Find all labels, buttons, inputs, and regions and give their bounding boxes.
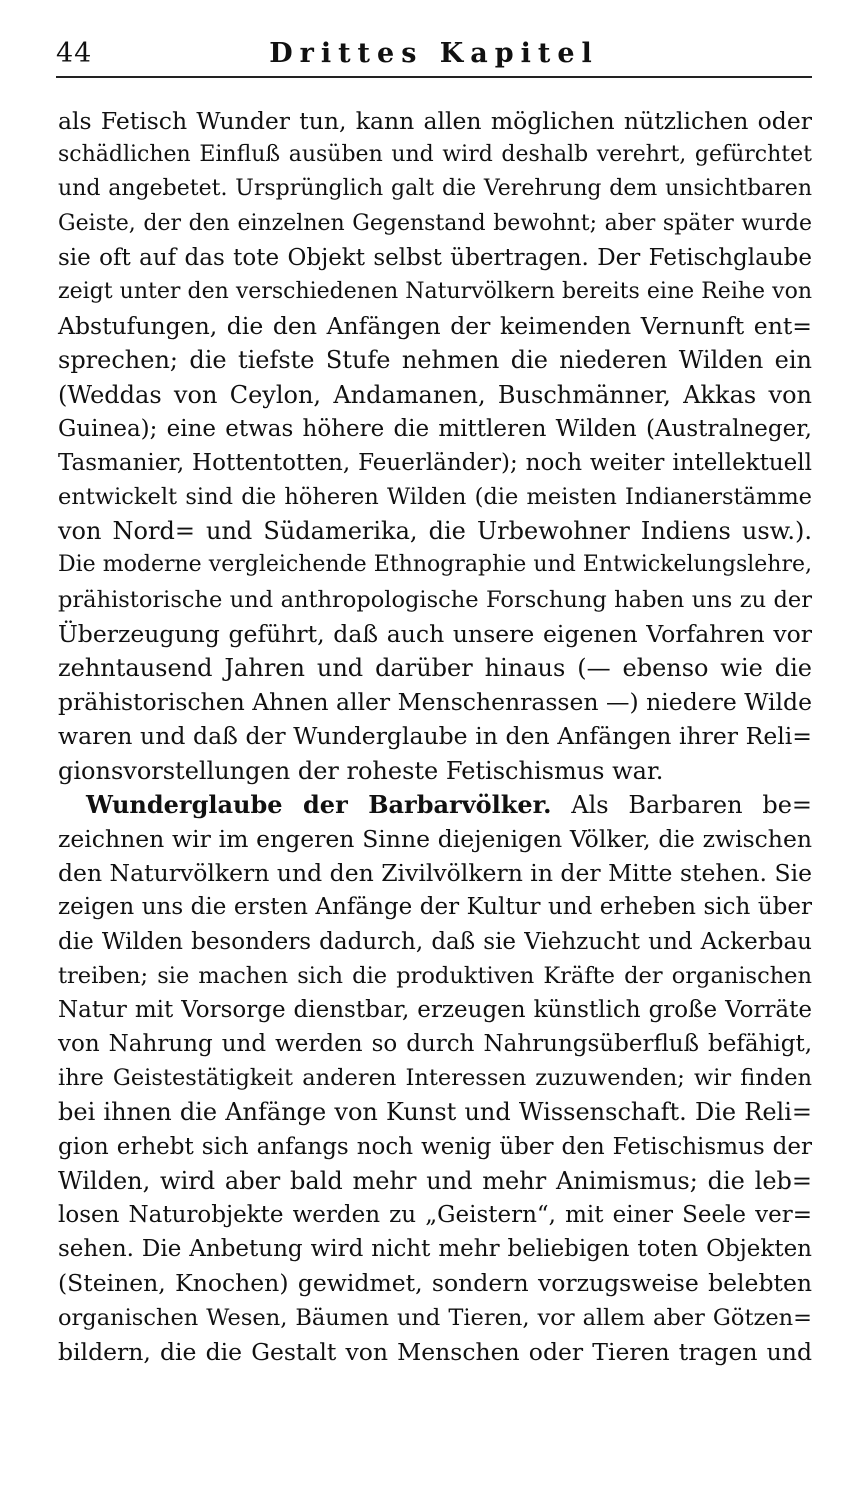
text-line: Natur mit Vorsorge dienstbar, erzeugen künstlich große Vorräte — [58, 996, 812, 1023]
text-line: die Wilden besonders dadurch, daß sie Viehzucht und Ackerbau — [58, 928, 812, 955]
text-line: prähistorische und anthropologische Forschung haben uns zu der — [58, 586, 812, 613]
text-line: Überzeugung geführt, daß auch unsere eigenen Vorfahren vor — [58, 619, 812, 648]
text-line: waren und daß der Wunderglaube in den Anfängen ihrer Reli= — [58, 722, 812, 751]
page-header — [56, 34, 812, 74]
text-line: gionsvorstellungen der roheste Fetischismus war. — [58, 756, 664, 785]
text-line: (Weddas von Ceylon, Andamanen, Buschmänner, Akkas von — [58, 380, 812, 409]
text-line: von Nord= und Südamerika, die Urbewohner Indiens usw.). — [58, 517, 812, 546]
section-heading-continuation: Als Barbaren be= — [571, 790, 813, 819]
text-line: Die moderne vergleichende Ethnographie und Entwickelungslehre, — [58, 552, 812, 578]
text-line: den Naturvölkern und den Zivilvölkern in der Mitte stehen. Sie — [58, 859, 812, 888]
text-line: von Nahrung und werden so durch Nahrungsüberfluß befähigt, — [58, 1031, 812, 1058]
section-heading: Wunderglaube der Barbarvölker. — [86, 789, 552, 819]
text-line: zeichnen wir im engeren Sinne diejenigen Völker, die zwischen — [58, 824, 812, 853]
paragraph-fetishism — [58, 104, 812, 788]
text-line: sehen. Die Anbetung wird nicht mehr beliebigen toten Objekten — [58, 1236, 812, 1263]
text-line: bei ihnen die Anfänge von Kunst und Wissenschaft. Die Reli= — [58, 1098, 812, 1127]
text-line: sprechen; die tiefste Stufe nehmen die niederen Wilden ein — [58, 346, 812, 375]
text-line: losen Naturobjekte werden zu „Geistern“, mit einer Seele ver= — [58, 1202, 812, 1228]
text-line: schädlichen Einfluß ausüben und wird deshalb verehrt, gefürchtet — [58, 142, 812, 168]
text-line: sie oft auf das tote Objekt selbst übertragen. Der Fetischglaube — [58, 244, 812, 271]
body-text — [58, 104, 812, 1369]
section-first-line — [58, 788, 812, 822]
text-line: Wilden, wird aber bald mehr und mehr Animismus; die leb= — [58, 1166, 812, 1195]
text-line: zeigen uns die ersten Anfänge der Kultur und erheben sich über — [58, 894, 812, 921]
running-head: Drittes Kapitel — [269, 38, 599, 69]
text-line: organischen Wesen, Bäumen und Tieren, vor allem aber Götzen= — [58, 1304, 812, 1331]
text-line: Guinea); eine etwas höhere die mittleren Wilden (Australneger, — [58, 415, 812, 442]
text-line: Geiste, der den einzelnen Gegenstand bewohnt; aber später wurde — [58, 210, 812, 236]
page-number: 44 — [56, 38, 93, 69]
text-line: gion erhebt sich anfangs noch wenig über den Fetischismus der — [58, 1133, 812, 1160]
paragraph-barbarian-peoples — [58, 788, 812, 1369]
text-line: als Fetisch Wunder tun, kann allen möglichen nützlichen oder — [58, 107, 812, 135]
header-rule — [56, 76, 812, 78]
text-line: ihre Geistestätigkeit anderen Interessen zuzuwenden; wir finden — [58, 1065, 812, 1092]
text-line: treiben; sie machen sich die produktiven Kräfte der organischen — [58, 962, 812, 989]
text-line: (Steinen, Knochen) gewidmet, sondern vorzugsweise belebten — [58, 1269, 812, 1298]
text-line: zeigt unter den verschiedenen Naturvölkern bereits eine Reihe von — [58, 278, 812, 304]
text-line: entwickelt sind die höheren Wilden (die meisten Indianerstämme — [58, 484, 812, 511]
text-line: Tasmanier, Hottentotten, Feuerländer); noch weiter intellektuell — [58, 449, 812, 476]
text-line: und angebetet. Ursprünglich galt die Verehrung dem unsichtbaren — [58, 176, 812, 202]
text-line: zehntausend Jahren und darüber hinaus (— ebenso wie die — [58, 654, 812, 682]
text-line: Abstufungen, die den Anfängen der keimenden Vernunft ent= — [58, 312, 812, 341]
text-line: prähistorischen Ahnen aller Menschenrassen —) niedere Wilde — [58, 688, 812, 717]
text-line: bildern, die die Gestalt von Menschen oder Tieren tragen und — [58, 1337, 812, 1366]
